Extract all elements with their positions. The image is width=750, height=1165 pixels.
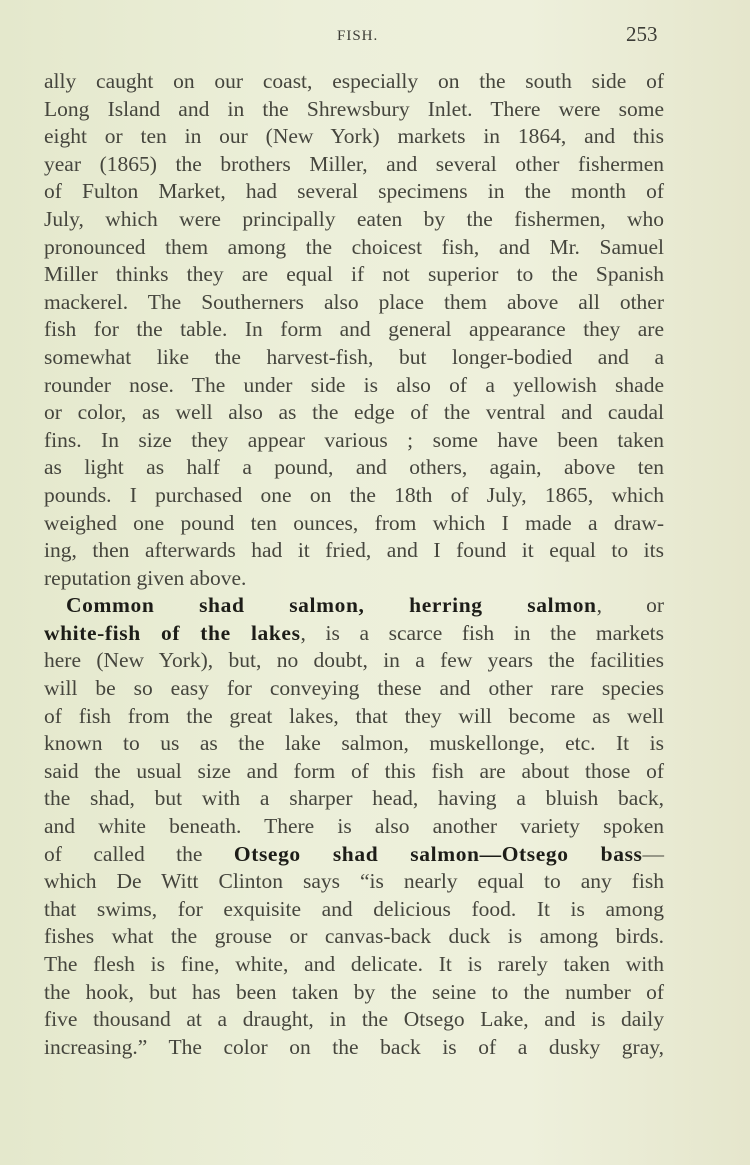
text-segment: or color, as well also as the edge of the ventral and caudal xyxy=(44,400,664,425)
text-line xyxy=(44,399,664,427)
text-segment: — xyxy=(642,841,664,866)
text-line xyxy=(44,316,664,344)
text-segment: year (1865) the brothers Miller, and several other fishermen xyxy=(44,151,664,176)
page-header xyxy=(0,22,750,52)
text-line xyxy=(44,592,664,620)
text-segment: ing, then afterwards had it fried, and I found it equal to its xyxy=(44,538,664,563)
text-segment: known to us as the lake salmon, muskellonge, etc. It is xyxy=(44,731,664,756)
text-segment: increasing.” The color on the back is of a dusky gray, xyxy=(44,1034,664,1059)
page-number: 253 xyxy=(626,22,658,46)
text-segment: five thousand at a draught, in the Otsego Lake, and is daily xyxy=(44,1007,664,1032)
bold-term: white-fish of the lakes xyxy=(44,620,301,645)
bold-term: Common shad salmon, herring salmon xyxy=(66,593,597,618)
text-segment: as light as half a pound, and others, again, above ten xyxy=(44,455,664,480)
text-line xyxy=(44,510,664,538)
text-line xyxy=(44,951,664,979)
text-segment: rounder nose. The under side is also of a yellowish shade xyxy=(44,372,664,397)
bold-term: Otsego shad salmon—Otsego bass xyxy=(233,841,643,866)
text-line xyxy=(44,454,664,482)
text-line xyxy=(44,427,664,455)
text-segment: ally caught on our coast, especially on the south side of xyxy=(44,69,664,93)
text-line xyxy=(44,178,664,206)
text-segment: mackerel. The Southerners also place them above all other xyxy=(44,289,664,314)
text-line xyxy=(44,565,664,593)
text-segment: July, which were principally eaten by the fishermen, who xyxy=(44,206,664,231)
text-line xyxy=(44,647,664,675)
text-segment: said the usual size and form of this fish are about those of xyxy=(44,758,664,783)
text-line xyxy=(44,482,664,510)
text-line xyxy=(44,261,664,289)
text-line xyxy=(44,813,664,841)
text-line xyxy=(44,868,664,896)
text-segment: and white beneath. There is also another variety spoken xyxy=(44,814,664,839)
text-line xyxy=(44,206,664,234)
text-line xyxy=(44,372,664,400)
text-segment: the shad, but with a sharper head, having a bluish back, xyxy=(44,786,664,811)
text-segment: somewhat like the harvest-fish, but longer-bodied and a xyxy=(44,344,664,369)
text-line xyxy=(44,841,664,869)
text-segment: The flesh is fine, white, and delicate. It is rarely taken with xyxy=(44,952,664,976)
text-line xyxy=(44,151,664,179)
text-segment: of called the xyxy=(44,841,234,866)
text-segment: pronounced them among the choicest fish, and Mr. Samuel xyxy=(44,234,664,259)
text-segment: of Fulton Market, had several specimens in the month of xyxy=(44,179,664,204)
text-line xyxy=(44,758,664,786)
text-segment: pounds. I purchased one on the 18th of July, 1865, which xyxy=(44,482,664,507)
text-segment: which De Witt Clinton says “is nearly equal to any fish xyxy=(44,869,664,894)
text-line xyxy=(44,703,664,731)
text-segment: of fish from the great lakes, that they will become as well xyxy=(44,703,664,728)
text-segment: fish for the table. In form and general appearance they are xyxy=(44,317,664,342)
text-line xyxy=(44,96,664,124)
text-line xyxy=(44,730,664,758)
text-line xyxy=(44,537,664,565)
text-line xyxy=(44,344,664,372)
text-line xyxy=(44,923,664,951)
text-line xyxy=(44,979,664,1007)
text-line xyxy=(44,68,664,96)
text-line xyxy=(44,896,664,924)
text-line xyxy=(44,620,664,648)
text-segment: the hook, but has been taken by the seine to the number of xyxy=(44,979,664,1004)
text-segment: Long Island and in the Shrewsbury Inlet. There were some xyxy=(44,96,664,121)
text-line xyxy=(44,1034,664,1062)
text-segment: will be so easy for conveying these and other rare species xyxy=(44,676,664,701)
text-segment: fins. In size they appear various ; some have been taken xyxy=(44,427,664,452)
text-line xyxy=(44,289,664,317)
body-text xyxy=(44,68,664,1061)
text-line xyxy=(44,675,664,703)
text-segment: reputation given above. xyxy=(44,565,247,590)
text-segment: , or xyxy=(596,593,664,618)
text-line xyxy=(44,234,664,262)
text-segment: here (New York), but, no doubt, in a few years the facilities xyxy=(44,648,664,673)
text-segment: , is a scarce fish in the markets xyxy=(300,620,664,645)
text-line xyxy=(44,123,664,151)
text-line xyxy=(44,1006,664,1034)
text-segment: that swims, for exquisite and delicious food. It is among xyxy=(44,896,664,921)
running-head: FISH. xyxy=(337,28,379,44)
text-segment: fishes what the grouse or canvas-back duck is among birds. xyxy=(44,924,664,949)
text-segment: weighed one pound ten ounces, from which I made a draw- xyxy=(44,510,664,535)
text-segment: Miller thinks they are equal if not superior to the Spanish xyxy=(44,262,664,287)
text-line xyxy=(44,785,664,813)
text-segment: eight or ten in our (New York) markets in 1864, and this xyxy=(44,124,664,149)
